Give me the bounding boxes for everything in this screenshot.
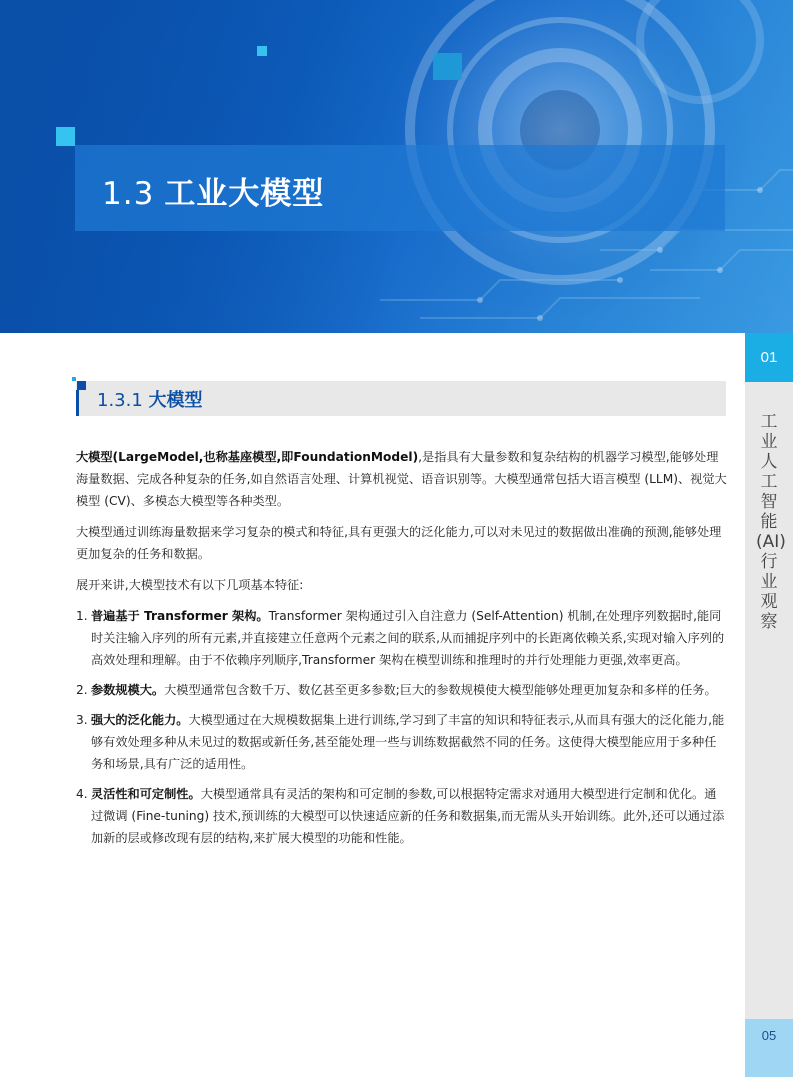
feature-list: [76, 605, 728, 849]
list-item-lead: 普遍基于 Transformer 架构。: [91, 609, 269, 623]
list-item-lead: 灵活性和可定制性。: [91, 787, 201, 801]
list-item-index: 3.: [76, 713, 88, 727]
section-title-text: 大模型: [148, 390, 203, 411]
section-marker-line: [76, 390, 79, 416]
section-number: 1.3.1: [97, 390, 143, 411]
list-item-index: 2.: [76, 683, 88, 697]
list-item: [76, 783, 728, 849]
list-item: [76, 679, 728, 701]
list-item: [76, 605, 728, 671]
list-item-lead: 参数规模大。: [91, 683, 165, 697]
chapter-tab: 01: [745, 333, 793, 382]
section-title: [97, 386, 203, 412]
list-item-lead: 强大的泛化能力。: [91, 713, 189, 727]
list-item: [76, 709, 728, 775]
intro-bold: 大模型(LargeModel,也称基座模型,即FoundationModel): [76, 450, 419, 464]
body-content: [76, 446, 728, 857]
chapter-title: [102, 168, 324, 213]
list-item-text: 大模型通常包含数千万、数亿甚至更多参数;巨大的参数规模使大模型能够处理更加复杂和多样的任务。: [164, 683, 717, 697]
list-item-text: 大模型通过在大规模数据集上进行训练,学习到了丰富的知识和特征表示,从而具有强大的泛化能力,能够有效处理多种从未见过的数据或新任务,甚至能处理一些与训练数据截然不同的任务。这使得大模型能应用于多种任务和场景,具有广泛的适用性。: [91, 713, 725, 771]
paragraph-3: 展开来讲,大模型技术有以下几项基本特征:: [76, 578, 304, 592]
paragraph-2: 大模型通过训练海量数据来学习复杂的模式和特征,具有更强大的泛化能力,可以对未见过的数据做出准确的预测,能够处理更加复杂的任务和数据。: [76, 525, 722, 561]
side-vertical-label: 工业人工智能(AI)行业观察: [756, 412, 786, 632]
list-item-index: 1.: [76, 609, 88, 623]
page-number: 05: [745, 1019, 793, 1077]
section-marker-square: [77, 381, 86, 390]
list-item-index: 4.: [76, 787, 88, 801]
section-marker-dot: [72, 377, 76, 381]
chapter-title-accent: [56, 127, 75, 146]
list-item-text: 大模型通常具有灵活的架构和可定制的参数,可以根据特定需求对通用大模型进行定制和优化。通过微调 (Fine-tuning) 技术,预训练的大模型可以快速适应新的任务和数据集,而无需从头开始训练。此外,还可以通过添加新的层或修改现有层的结构,来扩展大模型的功能和性能。: [91, 787, 725, 845]
intro-text: ,是指具有大量参数和复杂结构的机器学习模型,能够处理海量数据、完成各种复杂的任务,如自然语言处理、计算机视觉、语音识别等。大模型通常包括大语言模型 (LLM)、视觉大模型 (CV)、多模态大模型等各种类型。: [76, 450, 727, 508]
intro-paragraph: [76, 446, 728, 512]
list-item-text: Transformer 架构通过引入自注意力 (Self-Attention) 机制,在处理序列数据时,能同时关注输入序列的所有元素,并直接建立任意两个元素之间的联系,从而捕捉序列中的长距离依赖关系,实现对输入序列的高效处理和理解。由于不依赖序列顺序,Transformer 架构在模型训练和推理时的并行处理能力更强,效率更高。: [91, 609, 725, 667]
chapter-title-text: 工业大模型: [164, 176, 325, 212]
decor-square-small: [257, 46, 267, 56]
decor-square-medium: [433, 53, 462, 80]
chapter-number: 1.3: [102, 176, 155, 212]
